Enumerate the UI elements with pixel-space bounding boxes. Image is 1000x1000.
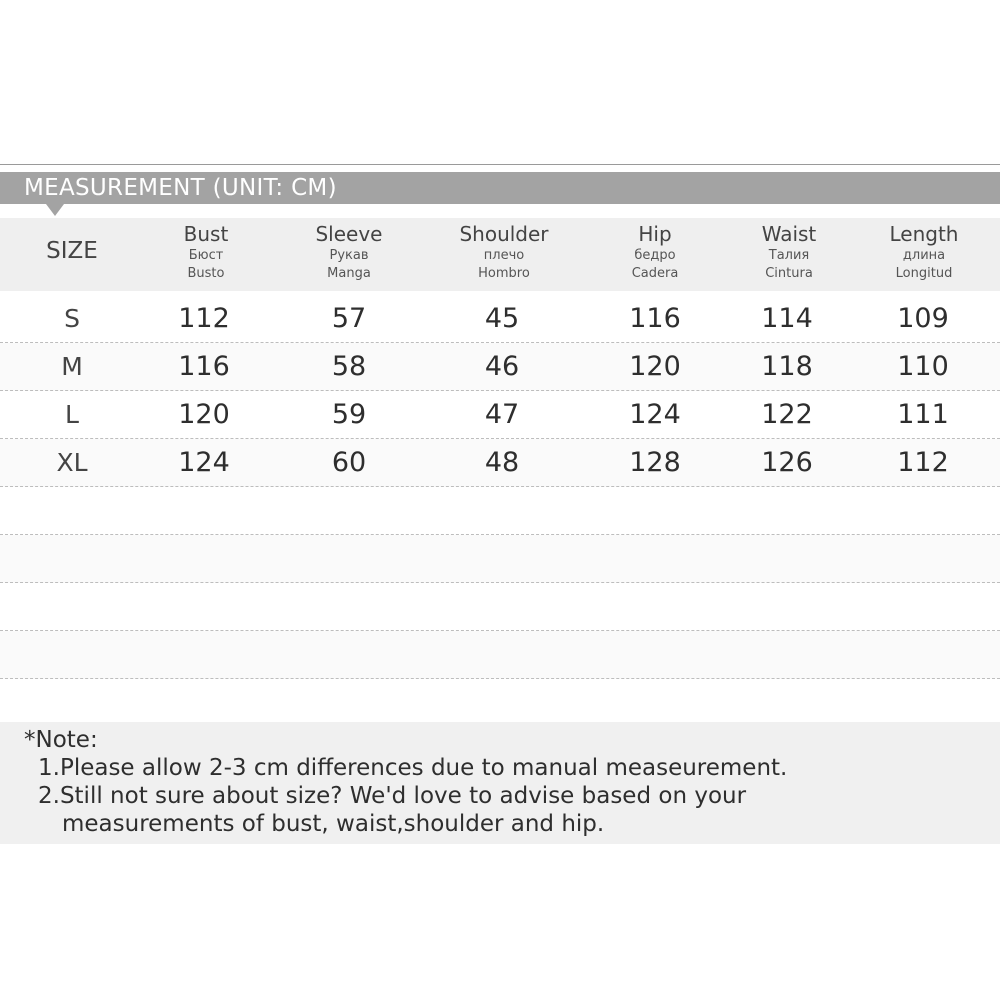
hip-cell: 120 <box>629 351 681 382</box>
column-header-ru: Талия <box>768 248 810 263</box>
column-header-en: Hip <box>638 222 672 246</box>
column-header-ru: плечо <box>483 248 525 263</box>
note-line-1: 1.Please allow 2-3 cm differences due to manual measeurement. <box>38 755 788 781</box>
shoulder-cell: 45 <box>484 303 520 334</box>
hip-cell: 128 <box>629 447 681 478</box>
note-line-2: 2.Still not sure about size? We'd love to advise based on your <box>38 783 747 809</box>
column-header-en: Length <box>889 222 959 246</box>
bust-cell: 116 <box>178 351 230 382</box>
table-row <box>0 439 1000 487</box>
table-row <box>0 391 1000 439</box>
bust-cell: 120 <box>178 399 230 430</box>
empty-row <box>0 535 1000 583</box>
empty-row <box>0 583 1000 631</box>
size-cell: S <box>64 304 80 333</box>
hip-cell: 116 <box>629 303 681 334</box>
column-header-ru: длина <box>902 248 946 263</box>
size-column-header: SIZE <box>46 238 98 264</box>
banner-pointer-icon <box>46 204 64 216</box>
banner-title: MEASUREMENT (UNIT: CM) <box>24 175 337 201</box>
sleeve-cell: 60 <box>331 447 367 478</box>
size-cell: L <box>65 400 79 429</box>
column-header-es: Cintura <box>765 266 813 281</box>
column-header-ru: Рукав <box>329 248 369 263</box>
column-header-en: Waist <box>761 222 817 246</box>
bust-cell: 124 <box>178 447 230 478</box>
waist-cell: 118 <box>761 351 813 382</box>
waist-cell: 126 <box>761 447 813 478</box>
table-row <box>0 295 1000 343</box>
sleeve-cell: 57 <box>331 303 367 334</box>
column-header-es: Hombro <box>478 266 530 281</box>
waist-cell: 122 <box>761 399 813 430</box>
empty-row <box>0 487 1000 535</box>
sleeve-cell: 58 <box>331 351 367 382</box>
top-divider <box>0 164 1000 165</box>
sleeve-cell: 59 <box>331 399 367 430</box>
column-header-length <box>834 222 1000 282</box>
shoulder-cell: 47 <box>484 399 520 430</box>
column-header-en: Bust <box>183 222 229 246</box>
length-cell: 112 <box>897 447 949 478</box>
column-header-sleeve <box>259 222 439 282</box>
size-cell: M <box>61 352 83 381</box>
waist-cell: 114 <box>761 303 813 334</box>
column-header-ru: бедро <box>634 248 676 263</box>
length-cell: 109 <box>897 303 949 334</box>
length-cell: 111 <box>897 399 949 430</box>
shoulder-cell: 48 <box>484 447 520 478</box>
note-line-3: measurements of bust, waist,shoulder and hip. <box>62 811 605 837</box>
empty-row <box>0 631 1000 679</box>
length-cell: 110 <box>897 351 949 382</box>
table-row <box>0 343 1000 391</box>
column-header-ru: Бюст <box>188 248 224 263</box>
column-header-es: Cadera <box>631 266 679 281</box>
measurement-banner <box>0 172 1000 204</box>
column-header-es: Busto <box>187 266 225 281</box>
empty-row <box>0 679 1000 722</box>
column-header-en: Sleeve <box>315 222 383 246</box>
size-cell: XL <box>56 448 88 477</box>
bust-cell: 112 <box>178 303 230 334</box>
hip-cell: 124 <box>629 399 681 430</box>
shoulder-cell: 46 <box>484 351 520 382</box>
column-header-es: Manga <box>327 266 371 281</box>
column-header-en: Shoulder <box>459 222 549 246</box>
note-title: *Note: <box>24 727 98 753</box>
column-header-es: Longitud <box>895 266 953 281</box>
